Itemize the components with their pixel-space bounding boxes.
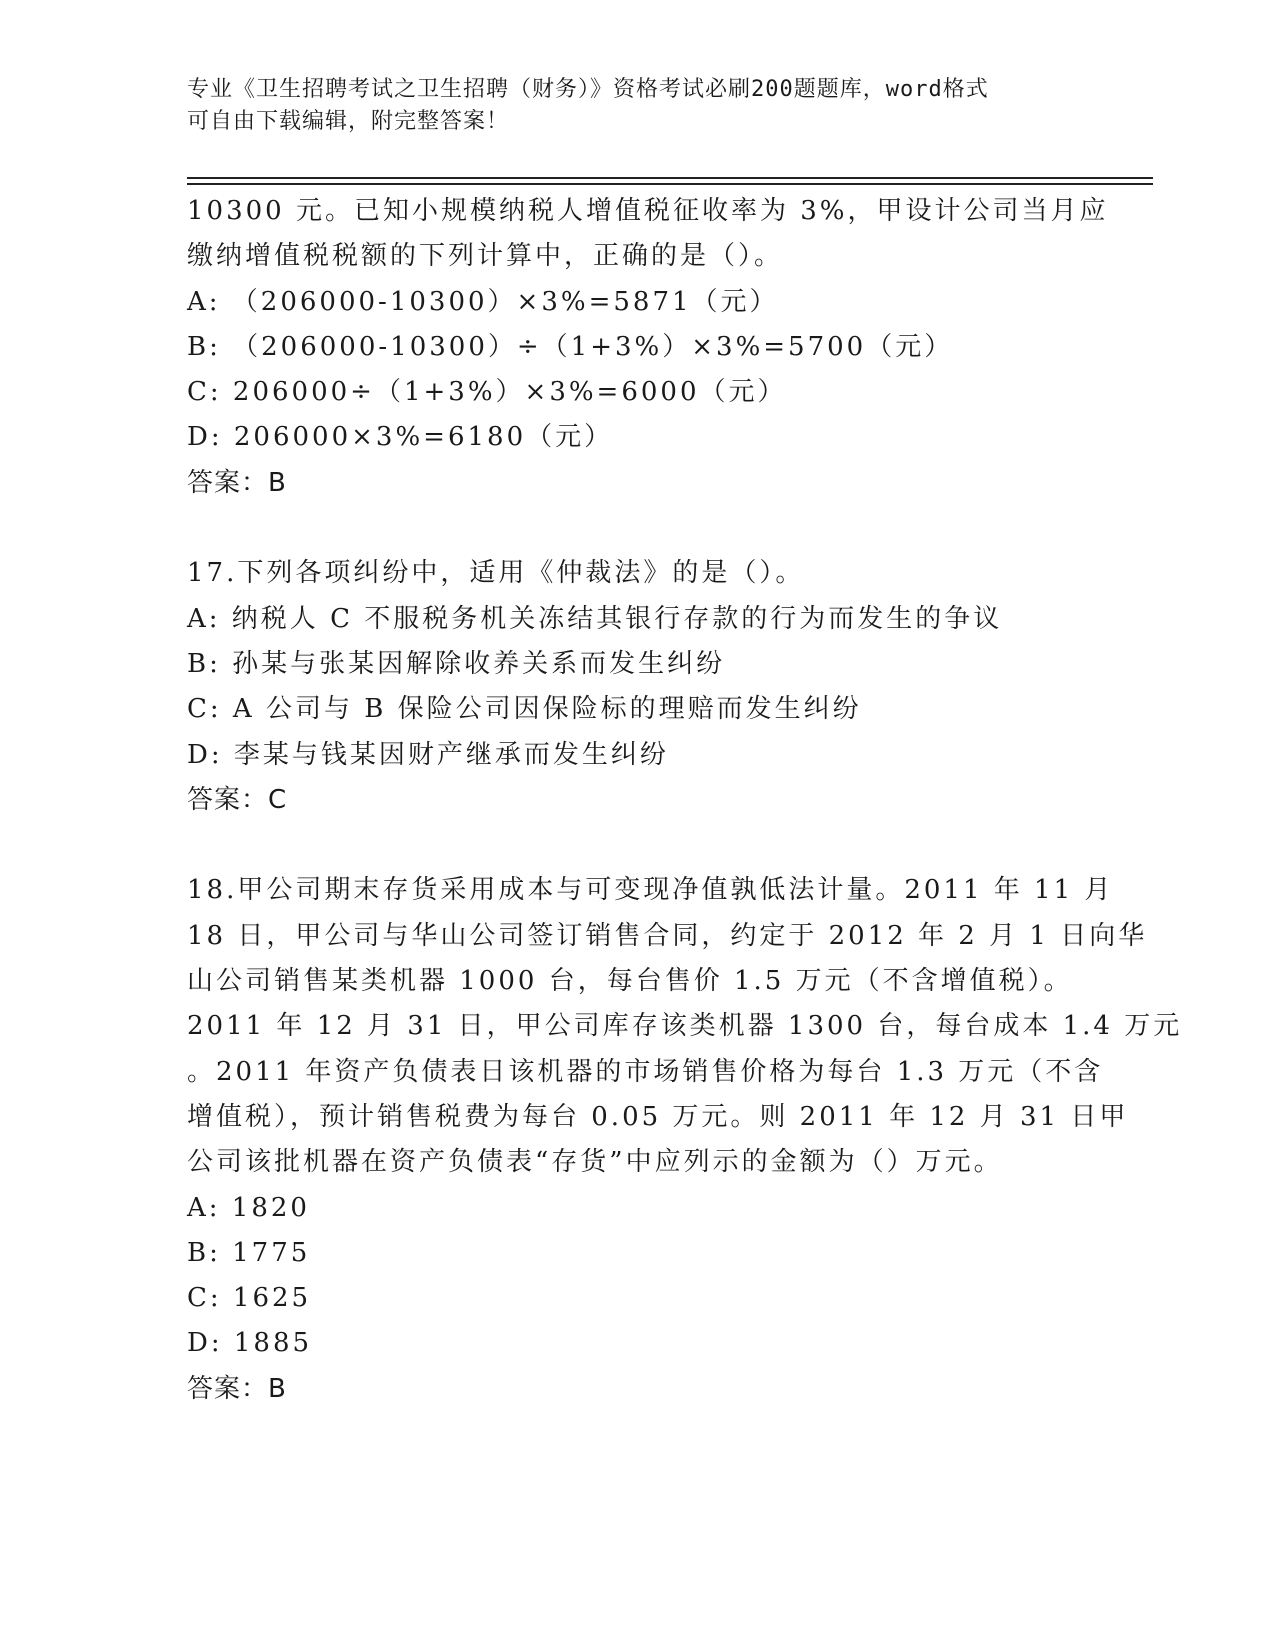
option-b: B: （206000-10300）÷（1+3%）×3%=5700（元） [187, 331, 954, 362]
option-c: C: 1625 [187, 1283, 312, 1314]
question-16 [187, 189, 1109, 506]
header-divider-top [187, 177, 1153, 179]
option-a: A: 纳税人 C 不服税务机关冻结其银行存款的行为而发生的争议 [187, 603, 1003, 634]
question-stem-line: 2011 年 12 月 31 日，甲公司库存该类机器 1300 台，每台成本 1.4 万元 [187, 1011, 1183, 1042]
option-b: B: 1775 [187, 1237, 311, 1268]
question-stem-line: 18.甲公司期末存货采用成本与可变现净值孰低法计量。2011 年 11 月 [187, 875, 1114, 906]
document-header [187, 74, 1087, 138]
question-spacer [187, 506, 1087, 551]
question-stem-line: 10300 元。已知小规模纳税人增值税征收率为 3%，甲设计公司当月应 [187, 196, 1109, 226]
header-title-line-2: 可自由下载编辑，附完整答案！ [187, 109, 510, 134]
question-spacer [187, 823, 1087, 868]
question-17 [187, 551, 1087, 823]
option-c: C: A 公司与 B 保险公司因保险标的理赔而发生纠纷 [187, 694, 862, 725]
option-a: A: 1820 [187, 1192, 310, 1223]
question-stem-line: 缴纳增值税税额的下列计算中，正确的是（）。 [187, 241, 784, 272]
document-body [187, 189, 1183, 1412]
answer-line: 答案：C [187, 784, 288, 815]
option-c: C: 206000÷（1+3%）×3%=6000（元） [187, 377, 787, 408]
answer-line: 答案：B [187, 1373, 287, 1404]
header-title-line-1: 专业《卫生招聘考试之卫生招聘（财务）》资格考试必刷200题题库，word格式 [187, 77, 989, 102]
question-stem-line: 18 日，甲公司与华山公司签订销售合同，约定于 2012 年 2 月 1 日向华 [187, 920, 1148, 951]
question-stem-line: 17.下列各项纠纷中，适用《仲裁法》的是（）。 [187, 558, 805, 589]
option-d: D: 206000×3%=6180（元） [187, 422, 614, 453]
question-18 [187, 868, 1183, 1412]
question-stem-line: 。2011 年资产负债表日该机器的市场销售价格为每台 1.3 万元（不含 [187, 1056, 1104, 1087]
option-a: A: （206000-10300）×3%=5871（元） [187, 286, 779, 317]
option-d: D: 1885 [187, 1328, 313, 1359]
question-stem-line: 公司该批机器在资产负债表“存货”中应列示的金额为（）万元。 [187, 1147, 1003, 1178]
question-stem-line: 增值税），预计销售税费为每台 0.05 万元。则 2011 年 12 月 31 日甲 [187, 1101, 1129, 1132]
option-b: B: 孙某与张某因解除收养关系而发生纠纷 [187, 648, 726, 679]
answer-line: 答案：B [187, 467, 287, 498]
header-divider-bottom [187, 183, 1153, 185]
question-stem-line: 山公司销售某类机器 1000 台，每台售价 1.5 万元（不含增值税）。 [187, 966, 1073, 997]
option-d: D: 李某与钱某因财产继承而发生纠纷 [187, 739, 669, 770]
